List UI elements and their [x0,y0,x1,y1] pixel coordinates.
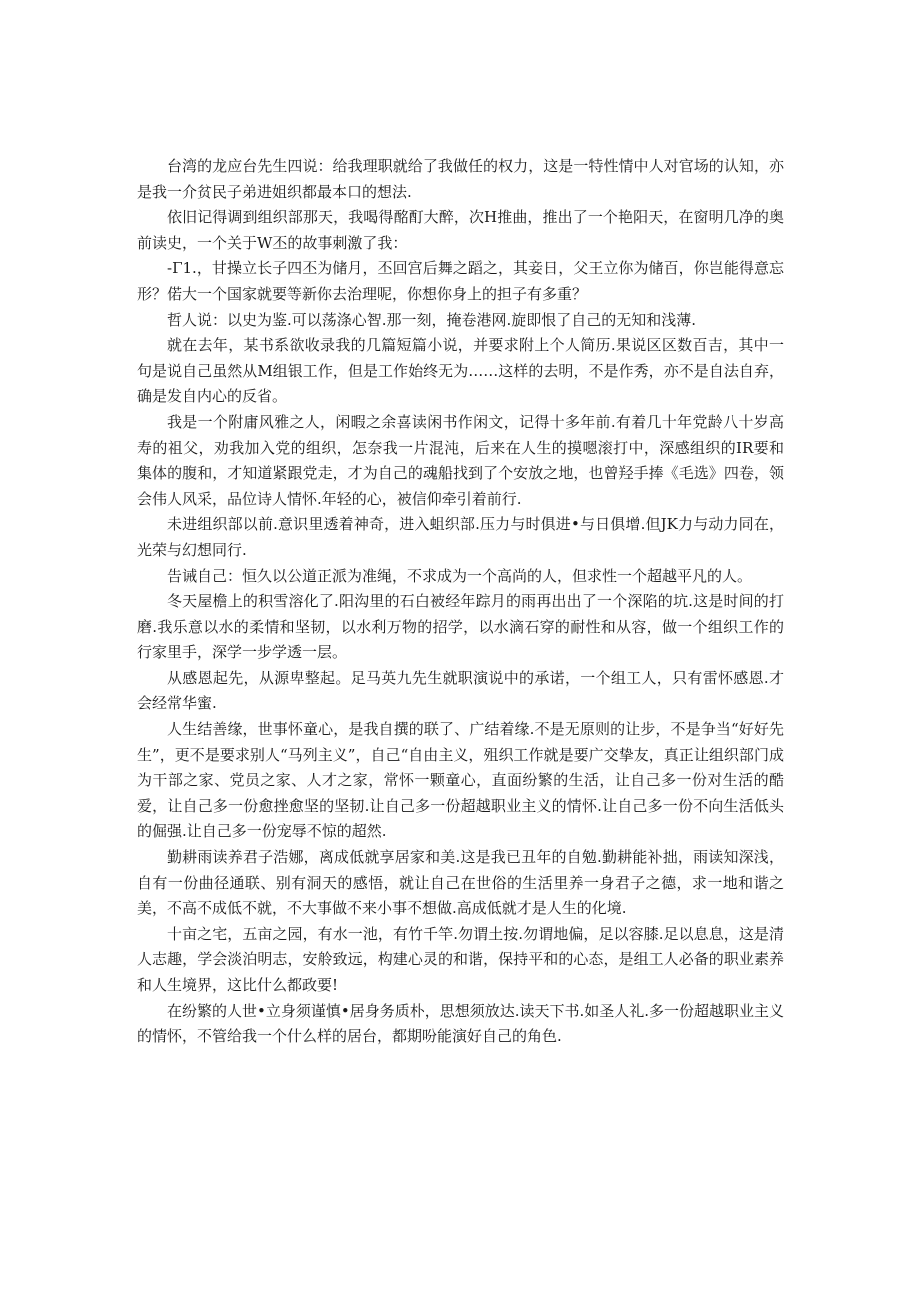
paragraph-6: 我是一个附庸风雅之人，闲暇之余喜读闲书作闲文，记得十多年前.有着几十年党龄八十岁高寿的祖父，劝我加入党的组织，怎奈我一片混沌，后来在人生的摸嗯滚打中，深感组织的IR要和集体的腹和，才知道紧跟党走，才为自己的魂船找到了个安放之地，也曾羟手捧《毛选》四卷，领会伟人风采，品位诗人情怀.年轻的心，被信仰牵引着前行. [137,412,784,508]
paragraph-13: 十亩之宅，五亩之园，有水一池，有竹千竿.勿谓土按.勿谓地偏，足以容膝.足以息息，这是清人志趣，学会淡泊明志，安舲致远，构建心灵的和谐，保持平和的心态，是组工人必备的职业素养和人生境界，这比什么都政要! [137,924,784,994]
paragraph-9: 冬天屋檐上的积雪溶化了.阳沟里的石白被经年踪月的雨再出出了一个深陷的坑.这是时间的打磨.我乐意以水的柔情和坚韧，以水利万物的招学，以水滴石穿的耐性和从容，做一个组织工作的行家里手，深学一步学透一层。 [137,592,784,662]
paragraph-8: 告诫自己：恒久以公道正派为准绳，不求成为一个高尚的人，但求性一个超越平凡的人。 [167,566,753,585]
paragraph-10: 从感恩起先，从源卑整起。足马英九先生就职演说中的承诺，一个组工人，只有雷怀感恩.才会经常华蜜. [137,668,784,713]
document-body [137,154,784,1050]
paragraph-14: 在纷繁的人世•立身须谨慎•居身务质朴，思想须放达.读天下书.如圣人礼.多一份超越职业主义的情怀，不管给我一个什么样的居台，都期吩能演好自己的角色. [137,1001,785,1046]
paragraph-2: 依旧记得调到组织部那天，我喝得酩酊大醉，次H推曲，推出了一个艳阳天，在窗明几净的奥前读史，一个关于W丕的故事刺激了我： [137,208,784,252]
paragraph-4: 哲人说：以史为鉴.可以荡涤心智.那一刻，掩卷港网.旋即恨了自己的无知和浅薄. [167,310,697,329]
paragraph-7: 未进组织部以前.意识里透着神奇，进入蛆织部.压力与时俱进•与日俱增.但JK力与动力同在，光荣与幻想同行. [137,515,784,559]
paragraph-5: 就在去年，某书系欲收录我的几篇短篇小说，并要求附上个人简历.果说区区数百吉，其中一句是说自己虽然从M组银工作，但是工作始终无为……这样的去明，不是作秀，亦不是自法自弃，确是发自内心的反省。 [137,336,784,406]
paragraph-1: 台湾的龙应台先生四说：给我理职就给了我做任的权力，这是一特性情中人对官场的认知，亦是我一介贫民子弟进姐织都最本口的想法. [137,157,784,201]
paragraph-3: -Γ1.，甘操立长子四丕为储月，丕回宫后舞之蹈之，其妾日，父王立你为储百，你岂能得意忘形？偌大一个国家就要等新你去治理呢，你想你身上的担子有多重？ [137,259,784,303]
paragraph-12: 勤耕雨读养君子浩娜，离成低就享居家和美.这是我已丑年的自勉.勤耕能补拙，雨读知深浅，自有一份曲径通联、别有洞天的感悟，就让自己在世俗的生活里养一身君子之德，求一地和谐之美，不高不成低不就，不大事做不来小事不想做.高成低就才是人生的化境. [137,848,784,918]
paragraph-11: 人生结善缘，世事怀童心，是我自撰的联了、广结着缘.不是无原则的让步，不是争当“好好先生”，更不是要求别人“马列主义”，自己“自由主义，殂织工作就是要广交挚友，真正让组织部门成为干部之家、党员之家、人才之家，常怀一颗童心，直面纷繁的生活，让自己多一份对生活的酷爱，让自己多一份愈挫愈坚的坚韧.让自己多一份超越职业主义的情怀.让自己多一份不向生活低头的倔强.让自己多一份宠辱不惊的超然. [137,720,784,841]
